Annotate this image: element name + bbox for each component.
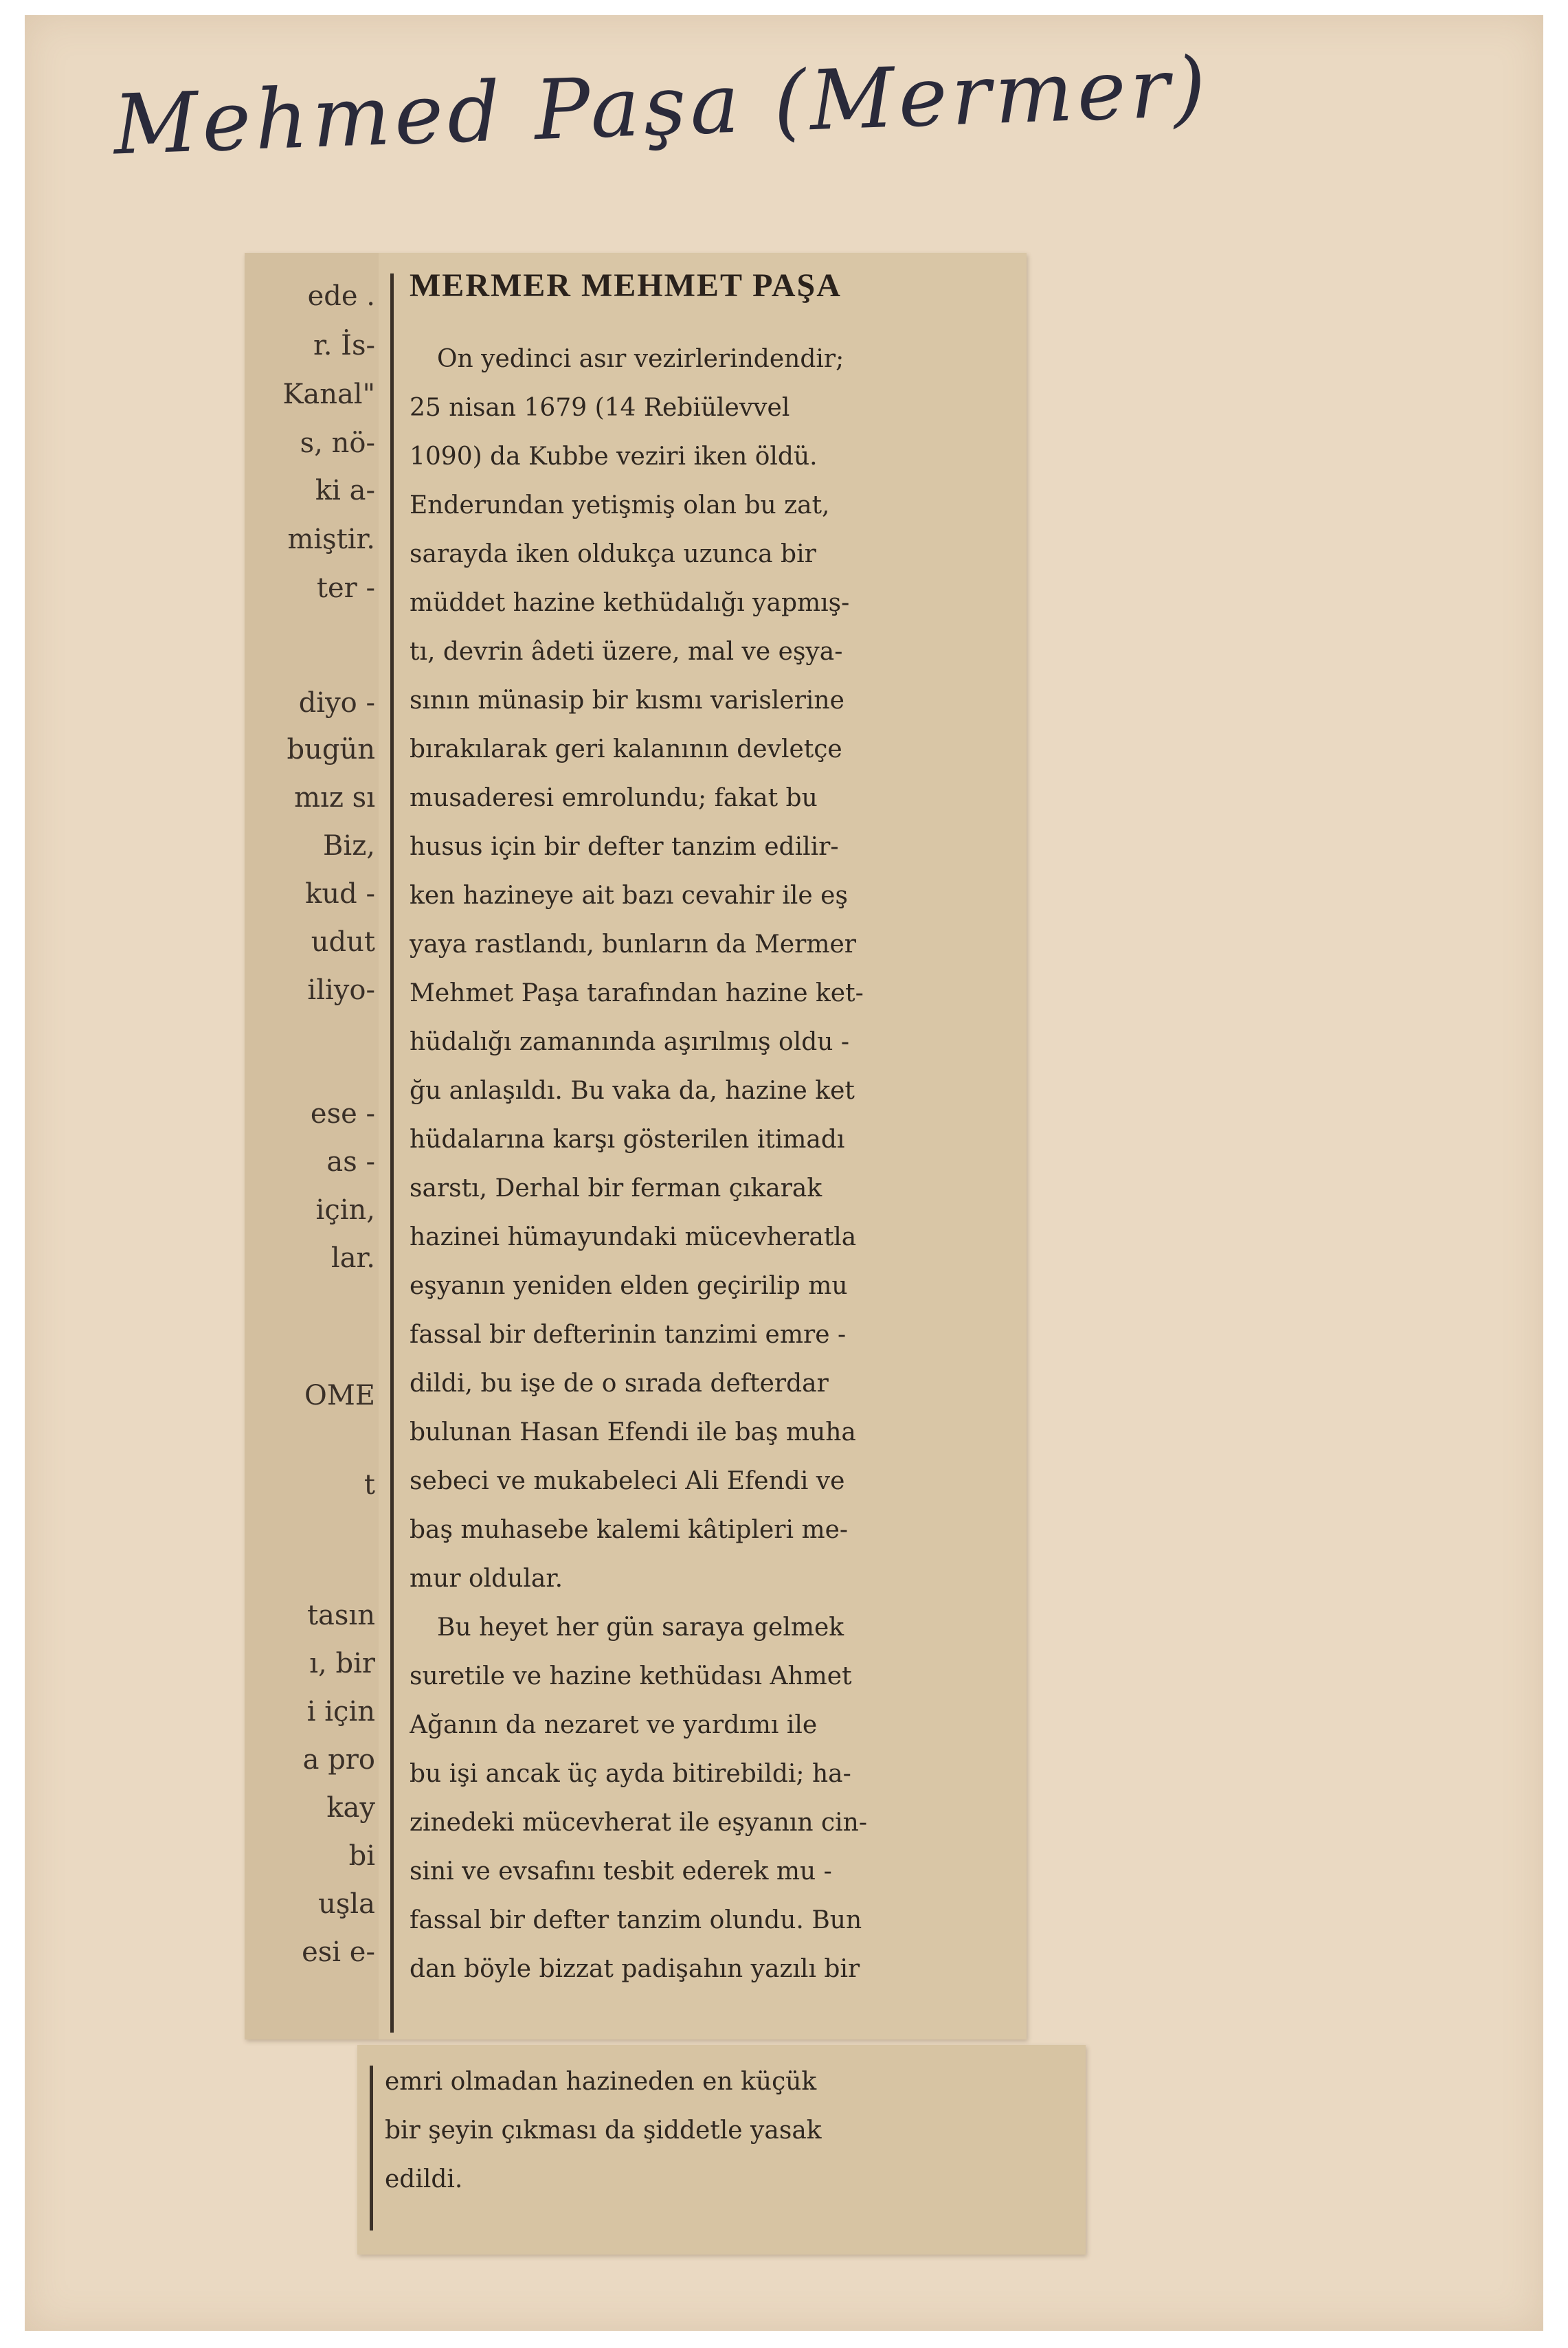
- fragment-line: ese -: [310, 1098, 375, 1130]
- fragment-line: Kanal": [282, 379, 375, 410]
- fragment-line: Biz,: [323, 830, 375, 862]
- fragment-line: iliyo-: [307, 974, 375, 1006]
- article-line: ğu anlaşıldı. Bu vaka da, hazine ket: [410, 1077, 855, 1105]
- article-headline: MERMER MEHMET PAŞA: [410, 267, 842, 304]
- article-line: sının münasip bir kısmı varislerine: [410, 686, 844, 715]
- fragment-line: kay: [326, 1792, 375, 1824]
- fragment-line: OME: [304, 1380, 375, 1411]
- continuation-line: edildi.: [385, 2165, 463, 2193]
- fragment-line: i için: [306, 1696, 375, 1728]
- fragment-line: as -: [326, 1146, 375, 1178]
- article-line: bu işi ancak üç ayda bitirebildi; ha-: [410, 1760, 851, 1788]
- article-line: tı, devrin âdeti üzere, mal ve eşya-: [410, 638, 843, 666]
- continuation-line: emri olmadan hazineden en küçük: [385, 2068, 817, 2096]
- article-line: sarstı, Derhal bir ferman çıkarak: [410, 1174, 822, 1203]
- column-rule: [370, 2066, 373, 2230]
- fragment-line: a pro: [302, 1744, 375, 1776]
- fragment-line: bugün: [287, 734, 375, 765]
- fragment-line: udut: [311, 926, 375, 958]
- article-line: sebeci ve mukabeleci Ali Efendi ve: [410, 1467, 845, 1495]
- fragment-line: lar.: [331, 1242, 375, 1274]
- fragment-line: için,: [315, 1194, 375, 1226]
- article-line: sarayda iken oldukça uzunca bir: [410, 540, 816, 568]
- handwritten-note: Mehmed Paşa (Mermer): [111, 39, 1211, 174]
- article-line: zinedeki mücevherat ile eşyanın cin-: [410, 1809, 867, 1837]
- fragment-line: tasın: [306, 1600, 375, 1631]
- article-line: hüdalarına karşı gösterilen itimadı: [410, 1126, 845, 1154]
- fragment-line: esi e-: [302, 1936, 375, 1968]
- article-line: mur oldular.: [410, 1565, 563, 1593]
- article-line: musaderesi emrolundu; fakat bu: [410, 784, 818, 812]
- article-line: yaya rastlandı, bunların da Mermer: [410, 930, 856, 959]
- fragment-line: r. İs-: [313, 330, 375, 361]
- fragment-line: bi: [348, 1840, 375, 1872]
- article-line: dan böyle bizzat padişahın yazılı bir: [410, 1955, 860, 1983]
- article-line: Ağanın da nezaret ve yardımı ile: [410, 1711, 818, 1739]
- fragment-line: s, nö-: [300, 427, 375, 459]
- article-line: baş muhasebe kalemi kâtipleri me-: [410, 1516, 849, 1544]
- article-body: [410, 335, 1007, 1993]
- article-line: bulunan Hasan Efendi ile baş muha: [410, 1418, 856, 1446]
- article-line: hazinei hümayundaki mücevheratla: [410, 1223, 857, 1251]
- fragment-line: uşla: [318, 1888, 375, 1920]
- fragment-line: diyo -: [298, 687, 375, 719]
- fragment-line: kud -: [305, 878, 375, 910]
- continuation-line: bir şeyin çıkması da şiddetle yasak: [385, 2116, 822, 2145]
- article-line: sini ve evsafını tesbit ederek mu -: [410, 1857, 832, 1886]
- article-line: On yedinci asır vezirlerindendir;: [437, 345, 844, 373]
- article-line: fassal bir defter tanzim olundu. Bun: [410, 1906, 862, 1934]
- article-line: dildi, bu işe de o sırada defterdar: [410, 1369, 829, 1398]
- article-line: Bu heyet her gün saraya gelmek: [437, 1613, 844, 1642]
- adjacent-column-fragment: [245, 253, 379, 2039]
- article-line: Enderundan yetişmiş olan bu zat,: [410, 491, 830, 519]
- article-line: husus için bir defter tanzim edilir-: [410, 833, 839, 861]
- archive-page: [25, 15, 1543, 2331]
- article-line: ken hazineye ait bazı cevahir ile eş: [410, 882, 848, 910]
- fragment-line: miştir.: [287, 524, 375, 555]
- continuation-clipping: [357, 2045, 1086, 2255]
- fragment-line: ı, bir: [309, 1648, 375, 1679]
- article-line: 25 nisan 1679 (14 Rebiülevvel: [410, 394, 790, 422]
- article-line: 1090) da Kubbe veziri iken öldü.: [410, 443, 818, 471]
- article-line: Mehmet Paşa tarafından hazine ket-: [410, 979, 864, 1007]
- article-line: hüdalığı zamanında aşırılmış oldu -: [410, 1028, 850, 1056]
- continuation-body: [385, 2057, 1072, 2204]
- article: [410, 267, 1007, 1993]
- column-rule: [390, 273, 394, 2033]
- article-line: müddet hazine kethüdalığı yapmış-: [410, 589, 850, 617]
- article-line: suretile ve hazine kethüdası Ahmet: [410, 1662, 852, 1690]
- article-line: eşyanın yeniden elden geçirilip mu: [410, 1272, 848, 1300]
- fragment-line: ki a-: [315, 475, 375, 506]
- fragment-line: ter -: [316, 572, 375, 604]
- article-line: fassal bir defterinin tanzimi emre -: [410, 1321, 847, 1349]
- newspaper-clipping: [245, 253, 1027, 2039]
- fragment-line: mız sı: [294, 782, 375, 814]
- fragment-line: t: [363, 1469, 375, 1501]
- fragment-line: ede .: [307, 280, 375, 312]
- article-line: bırakılarak geri kalanının devletçe: [410, 735, 842, 763]
